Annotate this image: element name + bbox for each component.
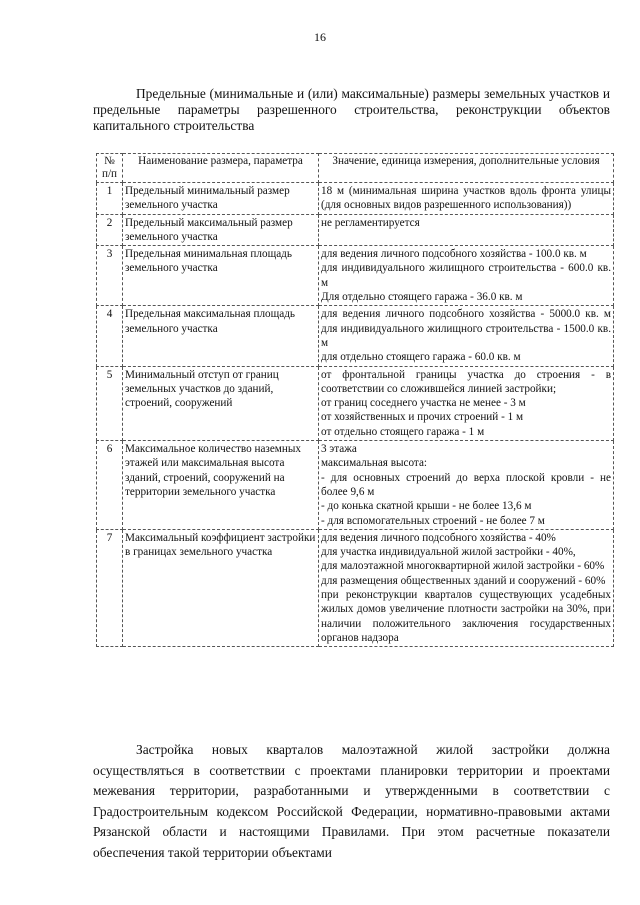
page-number: 16: [314, 30, 326, 44]
value-line: от отдельно стоящего гаража - 1 м: [321, 425, 485, 438]
value-line: от границ соседнего участка не менее - 3 м: [321, 397, 526, 410]
parameter-name: Предельная максимальная площадь земельного участка: [123, 306, 319, 366]
value-line: не регламентируется: [321, 216, 420, 229]
table-row: [97, 529, 614, 646]
value-line: для ведения личного подсобного хозяйства - 100.0 кв. м: [321, 248, 587, 261]
parameter-name: Максимальное количество наземных этажей или максимальная высота зданий, строений, сооружений на территории земельного участка: [123, 441, 319, 530]
parameter-name: Предельный максимальный размер земельного участка: [123, 214, 319, 246]
table-row: [97, 183, 614, 215]
value-line: от хозяйственных и прочих строений - 1 м: [321, 411, 524, 424]
section-heading: Предельные (минимальные и (или) максимальные) размеры земельных участков и предельные параметры разрешенного строительства, реконструкции объектов капитального строительства: [93, 86, 610, 133]
value-line: для малоэтажной многоквартирной жилой застройки - 60%: [321, 560, 605, 573]
body-paragraph: Застройка новых кварталов малоэтажной жилой застройки должна осуществляться в соответствии с проектами планировки территории и проектами межевания территории, разработанными и утвержденными в соответствии с Градостроительным кодексом Российской Федерации, нормативно-правовыми актами Рязанской области и настоящими Правилами. При этом расчетные показатели обеспечения такой территории объектами: [93, 742, 610, 860]
parameter-value: [319, 246, 614, 306]
parameter-name: Максимальный коэффициент застройки в границах земельного участка: [123, 529, 319, 646]
table-row: [97, 306, 614, 366]
row-number: 7: [97, 529, 123, 646]
value-line: 18 м (минимальная ширина участков вдоль фронта улицы (для основных видов разрешенного использования)): [321, 185, 611, 212]
value-line: для размещения общественных зданий и сооружений - 60%: [321, 574, 606, 587]
value-line: для отдельно стоящего гаража - 60.0 кв. м: [321, 351, 521, 364]
parameter-value: [319, 183, 614, 215]
value-line: Для отдельно стоящего гаража - 36.0 кв. м: [321, 291, 523, 304]
parameter-name: Минимальный отступ от границ земельных участков до зданий, строений, сооружений: [123, 366, 319, 440]
value-line: при реконструкции кварталов существующих усадебных жилых домов увеличение плотности застройки на 30%, при наличии положительного заключения государственных органов надзора: [321, 589, 611, 644]
value-line: 3 этажа: [321, 443, 357, 456]
parameter-name: Предельная минимальная площадь земельного участка: [123, 246, 319, 306]
header-number: № п/п: [97, 154, 123, 183]
value-line: от фронтальной границы участка до строения - в соответствии со сложившейся линией застройки;: [321, 368, 611, 395]
value-line: - для основных строений до верха плоской кровли - не более 9,6 м: [321, 471, 611, 498]
header-parameter-name: Наименование размера, параметра: [123, 154, 319, 183]
parameter-value: [319, 441, 614, 530]
table-header-row: [97, 154, 614, 183]
value-line: - до конька скатной крыши - не более 13,6 м: [321, 500, 532, 513]
value-line: - для вспомогательных строений - не более 7 м: [321, 514, 545, 527]
value-line: для ведения личного подсобного хозяйства - 5000.0 кв. м для индивидуального жилищного строительства - 1500.0 кв. м: [321, 308, 611, 349]
table-row: [97, 366, 614, 440]
parameter-value: [319, 366, 614, 440]
value-line: для ведения личного подсобного хозяйства - 40%: [321, 531, 556, 544]
parameters-table: [96, 153, 614, 647]
row-number: 4: [97, 306, 123, 366]
parameter-value: [319, 529, 614, 646]
parameter-value: [319, 306, 614, 366]
value-line: максимальная высота:: [321, 457, 428, 470]
value-line: для индивидуального жилищного строительства - 600.0 кв. м: [321, 262, 611, 289]
parameter-value: [319, 214, 614, 246]
header-value: Значение, единица измерения, дополнительные условия: [319, 154, 614, 183]
row-number: 1: [97, 183, 123, 215]
row-number: 6: [97, 441, 123, 530]
table-row: [97, 214, 614, 246]
value-line: для участка индивидуальной жилой застройки - 40%,: [321, 546, 576, 559]
row-number: 2: [97, 214, 123, 246]
row-number: 3: [97, 246, 123, 306]
table-row: [97, 246, 614, 306]
row-number: 5: [97, 366, 123, 440]
parameter-name: Предельный минимальный размер земельного участка: [123, 183, 319, 215]
table-row: [97, 441, 614, 530]
